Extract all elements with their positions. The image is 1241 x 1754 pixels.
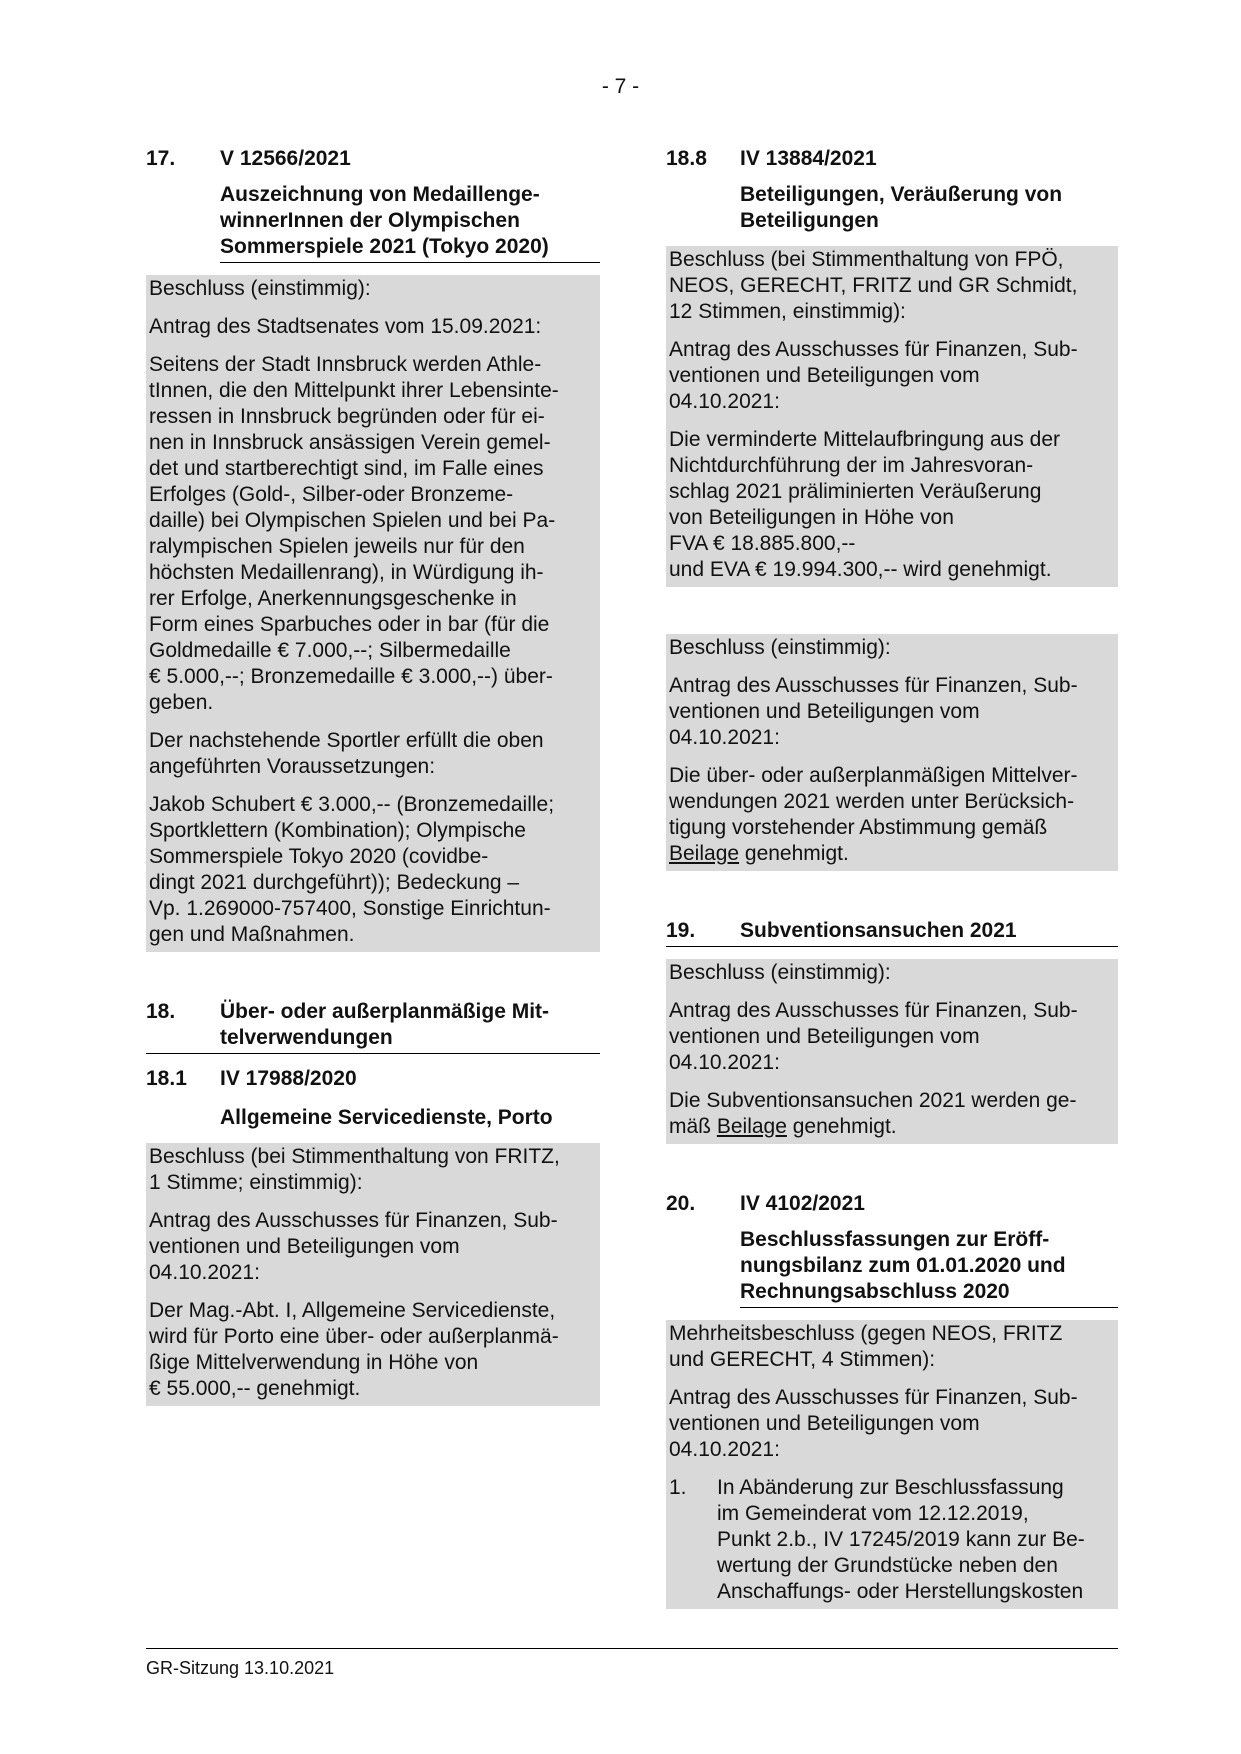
left-column (146, 146, 600, 1406)
attachment-link[interactable]: Beilage (716, 1115, 787, 1138)
section-17-decision: Beschluss (einstimmig): (149, 277, 371, 300)
section-18-total-decision-box (666, 634, 1118, 871)
section-19-decision: Beschluss (einstimmig): (669, 961, 891, 984)
section-18-8-number: 18.8 (666, 147, 707, 170)
section-20-title: Beschlussfassungen zur Eröff- nungsbilanz zum 01.01.2020 und Rechnungsabschluss 2020 (740, 1227, 1118, 1308)
section-20-header (666, 1191, 1118, 1227)
footer-session-label: GR-Sitzung 13.10.2021 (146, 1658, 335, 1678)
section-17-ref: V 12566/2021 (220, 147, 351, 170)
section-18-total (666, 634, 1118, 871)
page-number: - 7 - (601, 75, 640, 98)
section-18-1-number: 18.1 (146, 1067, 187, 1090)
section-18-total-body (669, 763, 1115, 867)
section-18-total-decision: Beschluss (einstimmig): (669, 636, 891, 659)
section-19-motion: Antrag des Ausschusses für Finanzen, Sub- ventionen und Beteiligungen vom 04.10.2021: (669, 999, 1078, 1074)
section-18 (146, 999, 600, 1054)
section-19-header (666, 918, 1118, 947)
section-18-8-title: Beteiligungen, Veräußerung von Beteiligungen (740, 183, 1063, 232)
section-19-decision-box (666, 959, 1118, 1144)
section-18-total-motion: Antrag des Ausschusses für Finanzen, Sub- ventionen und Beteiligungen vom 04.10.2021: (669, 674, 1078, 749)
section-18-number: 18. (146, 1000, 176, 1023)
section-19-title: Subventionsansuchen 2021 (740, 919, 1017, 942)
section-18-8-motion: Antrag des Ausschusses für Finanzen, Sub- ventionen und Beteiligungen vom 04.10.2021: (669, 338, 1078, 413)
section-20-ref: IV 4102/2021 (740, 1192, 865, 1215)
section-17-number: 17. (146, 147, 176, 170)
section-18-8-body: Die verminderte Mittelaufbringung aus der Nichtdurchführung der im Jahresvoran- schlag 2021 präliminierten Veräußerung von Beteiligungen in Höhe von FVA € 18.885.800,-- und EVA € 19.994.300,-- wird genehmigt. (669, 428, 1061, 581)
section-18-8-decision-box (666, 246, 1118, 587)
section-18-total-body-end: genehmigt. (739, 842, 849, 865)
section-18-1-decision: Beschluss (bei Stimmenthaltung von FRITZ, 1 Stimme; einstimmig): (149, 1145, 560, 1194)
section-18-8-ref: IV 13884/2021 (740, 147, 877, 170)
section-17-motion: Antrag des Stadtsenates vom 15.09.2021: (149, 315, 542, 338)
section-20-item-1 (669, 1475, 1115, 1605)
section-19 (666, 918, 1118, 1144)
section-17 (146, 146, 600, 952)
section-18-1-motion: Antrag des Ausschusses für Finanzen, Sub- ventionen und Beteiligungen vom 04.10.2021: (149, 1209, 558, 1284)
section-20-decision-box (666, 1320, 1118, 1609)
section-20 (666, 1191, 1118, 1609)
section-19-number: 19. (666, 919, 696, 942)
section-19-body-text: Die Subventionsansuchen 2021 werden ge- mäß (669, 1089, 1077, 1138)
section-17-decision-box (146, 275, 600, 952)
section-18-1 (146, 1066, 600, 1406)
section-18-1-title: Allgemeine Servicedienste, Porto (220, 1106, 553, 1129)
section-18-1-ref: IV 17988/2020 (220, 1067, 357, 1090)
section-18-1-decision-box (146, 1143, 600, 1406)
section-18-title: Über- oder außerplanmäßige Mit- telverwendungen (220, 1000, 550, 1049)
footer-divider (146, 1648, 1118, 1649)
section-18-8-decision: Beschluss (bei Stimmenthaltung von FPÖ, NEOS, GERECHT, FRITZ und GR Schmidt, 12 Stimmen, einstimmig): (669, 248, 1078, 323)
section-17-body-3: Jakob Schubert € 3.000,-- (Bronzemedaille; Sportklettern (Kombination); Olympische Sommerspiele Tokyo 2020 (covidbe- dingt 2021 durchgeführt)); Bedeckung – Vp. 1.269000-757400, Sonstige Einrichtun- gen und Maßnahmen. (149, 793, 555, 946)
section-19-body (669, 1088, 1115, 1140)
right-column (666, 146, 1118, 1609)
section-19-body-end: genehmigt. (786, 1115, 897, 1138)
section-18-8 (666, 146, 1118, 587)
section-20-decision: Mehrheitsbeschluss (gegen NEOS, FRITZ und GERECHT, 4 Stimmen): (669, 1322, 1063, 1371)
section-17-body-2: Der nachstehende Sportler erfüllt die oben angeführten Voraussetzungen: (149, 729, 544, 778)
section-18-total-body-text: Die über- oder außerplanmäßigen Mittelver- wendungen 2021 werden unter Berücksich- tigung vorstehender Abstimmung gemäß (669, 764, 1078, 839)
section-18-1-body: Der Mag.-Abt. I, Allgemeine Servicedienste, wird für Porto eine über- oder außerplanmä- ßige Mittelverwendung in Höhe von € 55.000,-- genehmigt. (149, 1299, 559, 1400)
section-18-1-header (146, 1066, 600, 1105)
section-18-8-header (666, 146, 1118, 182)
section-17-title: Auszeichnung von Medaillenge- winnerInnen der Olympischen Sommerspiele 2021 (Tokyo 2020) (220, 182, 600, 263)
section-17-header (146, 146, 600, 182)
section-20-item-1-text: In Abänderung zur Beschlussfassung im Gemeinderat vom 12.12.2019, Punkt 2.b., IV 17245/2019 kann zur Be- wertung der Grundstücke neben den Anschaffungs- oder Herstellungskosten (717, 1476, 1085, 1603)
attachment-link[interactable]: Beilage (669, 842, 740, 865)
section-18-header (146, 999, 600, 1054)
section-20-motion: Antrag des Ausschusses für Finanzen, Sub- ventionen und Beteiligungen vom 04.10.2021: (669, 1386, 1078, 1461)
section-20-number: 20. (666, 1192, 696, 1215)
section-20-item-1-number: 1. (669, 1476, 687, 1499)
section-17-body-1: Seitens der Stadt Innsbruck werden Athle- tInnen, die den Mittelpunkt ihrer Lebensinte- ressen in Innsbruck begründen oder für ei- nen in Innsbruck ansässigen Verein gemel- det und startberechtigt sind, im Falle eines Erfolges (Gold-, Silber-oder Bronzeme- daille) bei Olympischen Spielen und bei Pa- ralympischen Spielen jeweils nur für den höchsten Medaillenrang), in Würdigung ih- rer Erfolge, Anerkennungsgeschenke in Form eines Sparbuches oder in bar (für die Goldmedaille € 7.000,--; Silbermedaille € 5.000,--; Bronzemedaille € 3.000,--) über- geben. (149, 353, 559, 714)
